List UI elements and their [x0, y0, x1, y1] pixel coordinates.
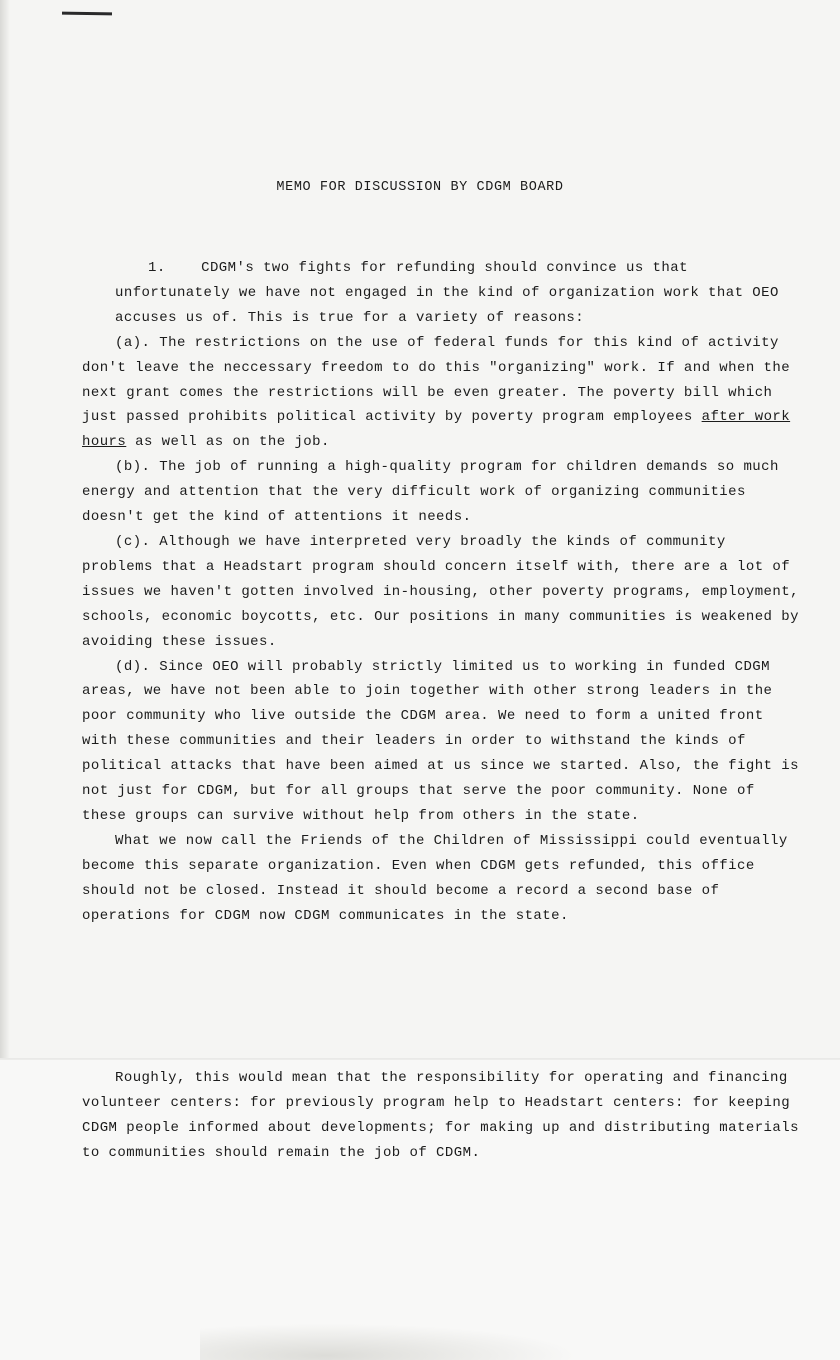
item-d: (d). Since OEO will probably strictly limited us to working in funded CDGM areas, we have not been able to join together with other strong leaders in the poor community who live outside the CDGM area. We need to form a united front with these communities and their leaders in order to withstand the kinds of political attacks that have been aimed at us since we started. Also, the fight is not just for CDGM, but for all groups that serve the poor community. None of these groups can survive without help from others in the state. — [82, 658, 799, 824]
item-c: (c). Although we have interpreted very broadly the kinds of community problems that a Headstart program should concern itself with, there are a lot of issues we haven't gotten involved in-housing, other poverty programs, employment, schools, economic boycotts, etc. Our positions in many communities is weakened by avoiding these issues. — [82, 533, 799, 650]
roughly-paragraph: Roughly, this would mean that the responsibility for operating and financing volunteer centers: for previously program help to Headstart centers: for keeping CDGM people informed about developments; for making up and distributing materials to communities should remain the job of CDGM. — [82, 1070, 799, 1161]
point-1-text: CDGM's two fights for refunding should convince us that unfortunately we have not engaged in the kind of organization work that OEO accuses us of. This is true for a variety of reasons: — [115, 260, 779, 326]
item-b: (b). The job of running a high-quality program for children demands so much energy and attention that the very difficult work of organizing communities doesn't get the kind of attentions it needs. — [82, 459, 779, 526]
pencil-mark — [62, 12, 112, 16]
friends-paragraph: What we now call the Friends of the Children of Mississippi could eventually become this separate organization. Even when CDGM gets refunded, this office should not be closed. Instead it should become a record a second base of operations for CDGM now CDGM communicates in the state. — [82, 832, 788, 924]
point-1 — [115, 256, 805, 331]
underlined-phrase: after work hours — [82, 409, 791, 451]
paper-tear — [200, 1318, 620, 1360]
memo-continuation — [82, 1066, 805, 1166]
memo-title: MEMO FOR DISCUSSION BY CDGM BOARD — [276, 180, 564, 195]
point-number: 1. — [148, 260, 166, 276]
memo-body — [82, 256, 805, 928]
item-a: (a). The restrictions on the use of federal funds for this kind of activity don't leave the neccessary freedom to do this "organizing" work. If and when the next grant comes the restrictions will be even greater. The poverty bill which just passed prohibits political activity by poverty program employees after work hours as well as on the job. — [82, 334, 791, 451]
